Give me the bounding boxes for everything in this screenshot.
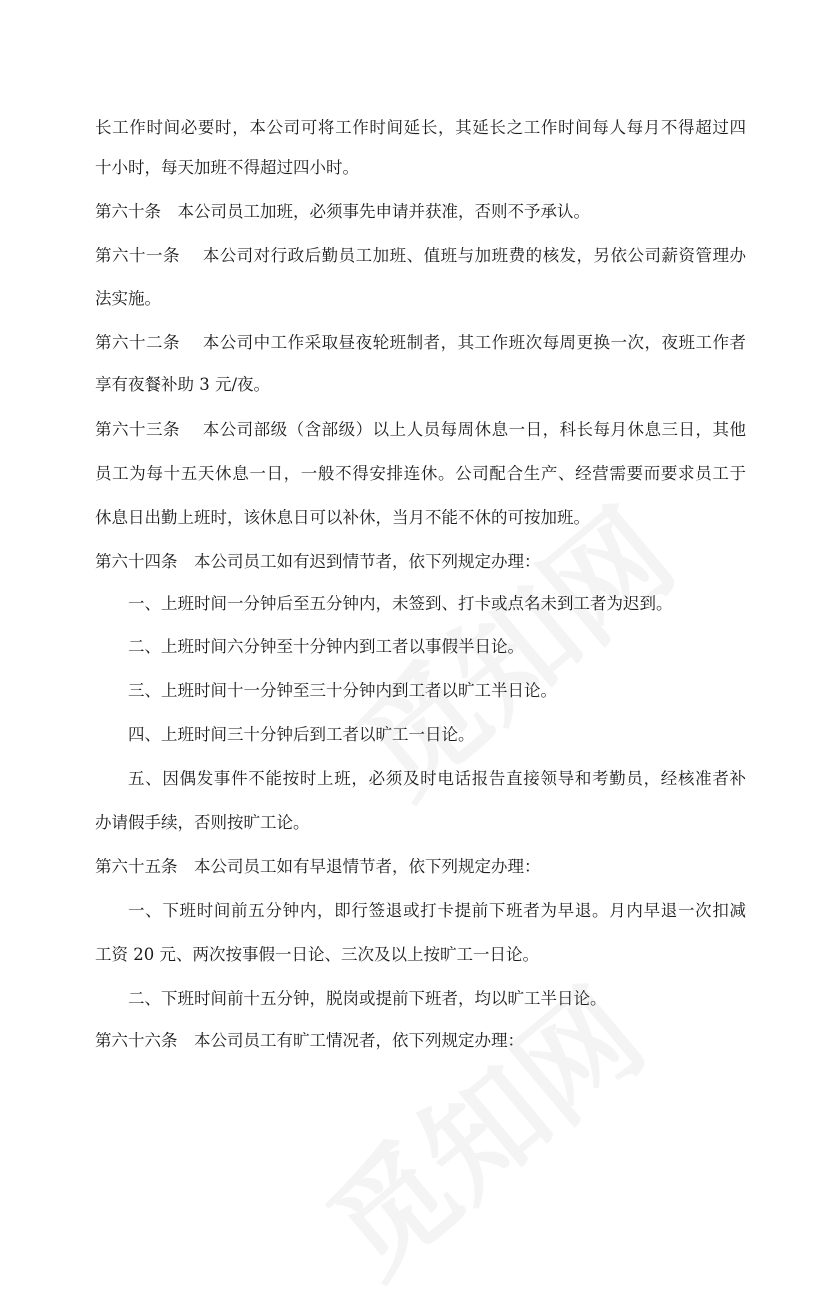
paragraph-line: 第六十四条 本公司员工如有迟到情节者，依下列规定办理：: [95, 552, 541, 571]
paragraph-line: 法实施。: [95, 289, 161, 308]
paragraph-line: 十小时，每天加班不得超过四小时。: [95, 158, 359, 177]
paragraph-line: 第六十二条 本公司中工作采取昼夜轮班制者，其工作班次每周更换一次，夜班工作者: [95, 333, 746, 352]
paragraph-line: 工资 20 元、两次按事假一日论、三次及以上按旷工一日论。: [95, 945, 539, 964]
paragraph-line: 享有夜餐补助 3 元/夜。: [95, 375, 271, 394]
paragraph-line: 三、上班时间十一分钟至三十分钟内到工者以旷工半日论。: [128, 681, 557, 700]
paragraph-line: 休息日出勤上班时，该休息日可以补休，当月不能不休的可按加班。: [95, 508, 590, 527]
paragraph-line: 二、下班时间前十五分钟，脱岗或提前下班者，均以旷工半日论。: [128, 989, 607, 1008]
paragraph-line: 第六十条 本公司员工加班，必须事先申请并获准，否则不予承认。: [95, 202, 590, 221]
paragraph-line: 二、上班时间六分钟至十分钟内到工者以事假半日论。: [128, 637, 524, 656]
paragraph-line: 一、上班时间一分钟后至五分钟内，未签到、打卡或点名未到工者为迟到。: [128, 594, 673, 613]
paragraph-line: 办请假手续，否则按旷工论。: [95, 813, 310, 832]
paragraph-line: 员工为每十五天休息一日，一般不得安排连休。公司配合生产、经营需要而要求员工于: [95, 464, 746, 483]
paragraph-line: 长工作时间必要时，本公司可将工作时间延长，其延长之工作时间每人每月不得超过四: [95, 118, 746, 137]
paragraph-line: 一、下班时间前五分钟内，即行签退或打卡提前下班者为早退。月内早退一次扣减: [128, 901, 746, 920]
paragraph-line: 四、上班时间三十分钟后到工者以旷工一日论。: [128, 725, 475, 744]
paragraph-line: 五、因偶发事件不能按时上班，必须及时电话报告直接领导和考勤员，经核准者补: [128, 769, 746, 788]
paragraph-line: 第六十三条 本公司部级（含部级）以上人员每周休息一日，科长每月休息三日，其他: [95, 420, 746, 439]
paragraph-line: 第六十五条 本公司员工如有早退情节者，依下列规定办理：: [95, 857, 541, 876]
paragraph-line: 第六十六条 本公司员工有旷工情况者，依下列规定办理：: [95, 1031, 524, 1050]
paragraph-line: 第六十一条 本公司对行政后勤员工加班、值班与加班费的核发，另依公司薪资管理办: [95, 246, 746, 265]
